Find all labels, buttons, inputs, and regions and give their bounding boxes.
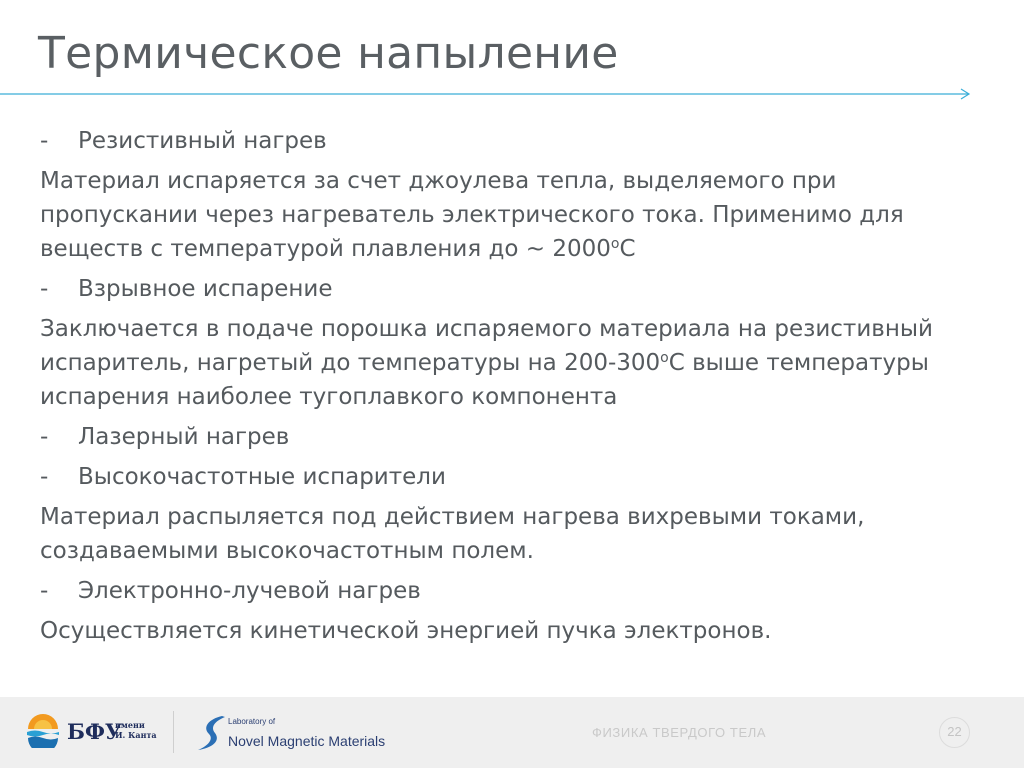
bfu-sun-logo-icon — [25, 712, 61, 748]
bfu-subtitle-line-2: И. Канта — [115, 730, 157, 740]
bullet-text: Лазерный нагрев — [78, 424, 290, 450]
bfu-subtitle-line-1: имени — [115, 720, 145, 730]
bullet-flash-evaporation — [40, 272, 990, 306]
slide-title: Термическое напыление — [38, 28, 619, 79]
bullet-electron-beam-heating — [40, 574, 990, 608]
lab-label-small: Laboratory of — [228, 717, 276, 726]
bullet-text: Взрывное испарение — [78, 276, 333, 302]
title-underline-arrow — [0, 87, 972, 101]
bullet-resistive-heating — [40, 124, 990, 158]
paragraph-text: Материал испаряется за счет джоулева тепла, выделяемого при пропускании через нагреватель электрического тока. Применимо для веществ с температурой плавления до ~ 2000 — [40, 168, 904, 262]
paragraph-hf-evaporators: Материал распыляется под действием нагрева вихревыми токами, создаваемыми высокочастотным полем. — [40, 504, 865, 564]
nmm-swoosh-logo-icon — [195, 714, 229, 752]
bullet-dash: - — [40, 578, 49, 604]
page-number: 22 — [939, 717, 970, 748]
bullet-dash: - — [40, 128, 49, 154]
paragraph-electron-beam-heating: Осуществляется кинетической энергией пучка электронов. — [40, 618, 772, 644]
slide-content — [40, 124, 990, 654]
paragraph-text: Заключается в подаче порошка испаряемого материала на резистивный испаритель, нагретый до температуры на 200-300 — [40, 316, 933, 376]
course-name: ФИЗИКА ТВЕРДОГО ТЕЛА — [592, 725, 767, 740]
lab-name: Novel Magnetic Materials — [228, 733, 386, 749]
bfu-logo-text: БФУ — [67, 719, 122, 744]
paragraph-text-tail: С — [619, 236, 636, 262]
bullet-dash: - — [40, 424, 49, 450]
bullet-hf-evaporators — [40, 460, 990, 494]
bullet-text: Резистивный нагрев — [78, 128, 327, 154]
bullet-laser-heating — [40, 420, 990, 454]
paragraph-resistive-heating — [40, 164, 990, 266]
slide-footer — [0, 697, 1024, 768]
degree-superscript: о — [610, 236, 620, 252]
paragraph-text-tail: С выше температуры испарения наиболее тугоплавкого компонента — [40, 350, 929, 410]
bullet-dash: - — [40, 464, 49, 490]
footer-logo-divider — [173, 711, 174, 753]
paragraph-flash-evaporation — [40, 312, 990, 414]
bullet-text: Высокочастотные испарители — [78, 464, 446, 490]
bfu-logo-subtitle — [115, 720, 157, 740]
bullet-text: Электронно-лучевой нагрев — [78, 578, 421, 604]
bullet-dash: - — [40, 276, 49, 302]
degree-superscript: о — [660, 350, 669, 366]
